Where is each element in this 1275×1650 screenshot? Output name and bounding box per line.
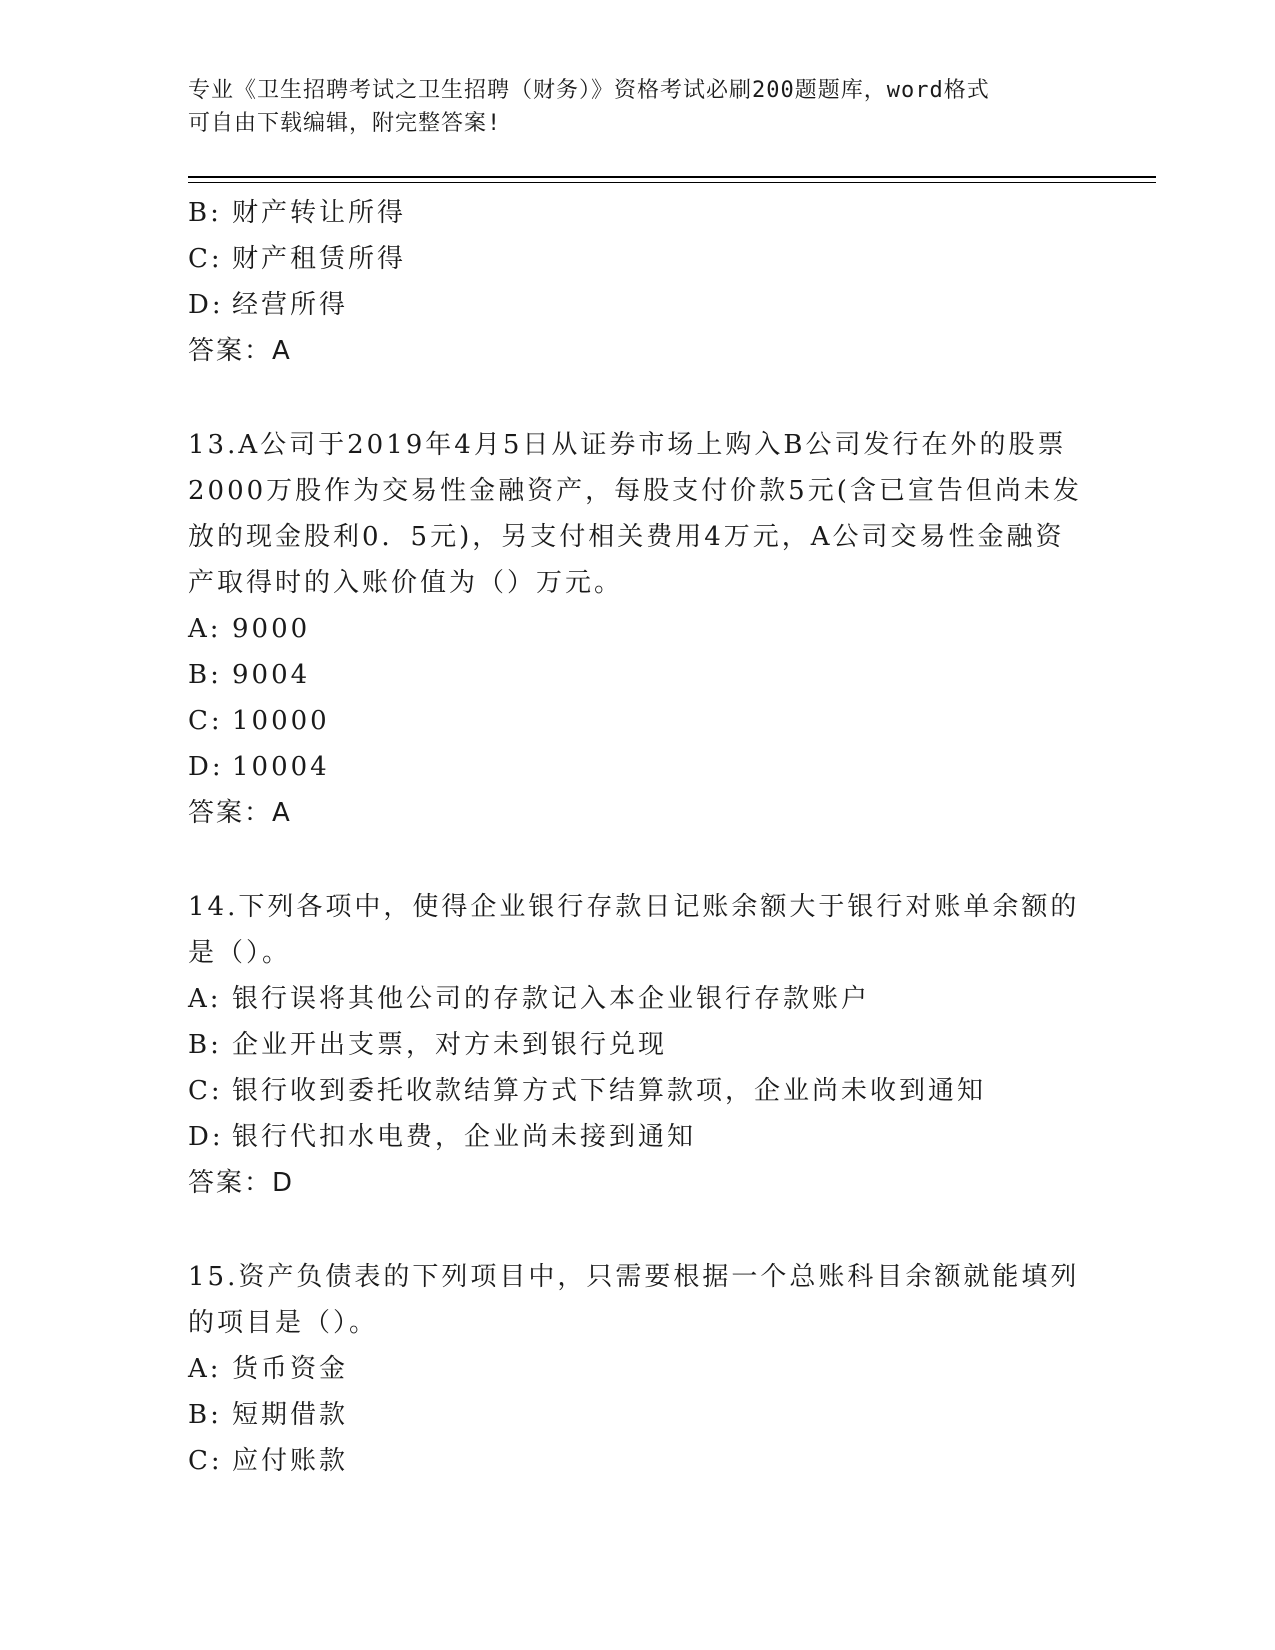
option-text: 9004 — [232, 660, 311, 690]
option-text: 银行代扣水电费，企业尚未接到通知 — [232, 1122, 697, 1152]
option-text: 企业开出支票，对方未到银行兑现 — [232, 1030, 668, 1060]
option-letter: C: — [188, 1446, 223, 1476]
question-text-line: 产取得时的入账价值为（）万元。 — [188, 568, 624, 598]
option-letter: A: — [188, 984, 222, 1014]
option-row — [188, 606, 1088, 652]
question-15-block — [188, 1254, 1088, 1484]
header-line-1: 专业《卫生招聘考试之卫生招聘（财务）》资格考试必刷200题题库，word格式 — [188, 78, 990, 103]
option-row — [188, 698, 1088, 744]
option-row — [188, 236, 1088, 282]
header-rule-thick — [188, 176, 1156, 178]
header-rule-thin — [188, 182, 1156, 183]
option-row — [188, 976, 1088, 1022]
prev-question-block — [188, 190, 1088, 374]
question-text-line: 15.资产负债表的下列项目中，只需要根据一个总账科目余额就能填列 — [188, 1262, 1080, 1292]
option-text: 应付账款 — [232, 1446, 349, 1476]
answer-line: 答案：D — [188, 1168, 295, 1198]
option-letter: C: — [188, 1076, 223, 1106]
option-text: 9000 — [232, 614, 311, 644]
page-header — [188, 74, 1068, 140]
option-row — [188, 1068, 1088, 1114]
option-row — [188, 1392, 1088, 1438]
option-row — [188, 1346, 1088, 1392]
header-line-2: 可自由下载编辑，附完整答案! — [188, 111, 502, 136]
option-row — [188, 1022, 1088, 1068]
answer-line: 答案：A — [188, 798, 292, 828]
option-text: 10000 — [232, 706, 330, 736]
option-text: 短期借款 — [232, 1400, 349, 1430]
option-row — [188, 744, 1088, 790]
option-letter: D: — [188, 290, 224, 320]
option-letter: D: — [188, 1122, 224, 1152]
question-text-line: 13.A公司于2019年4月5日从证券市场上购入B公司发行在外的股票 — [188, 430, 1067, 460]
option-row — [188, 1438, 1088, 1484]
question-text-line: 14.下列各项中，使得企业银行存款日记账余额大于银行对账单余额的 — [188, 892, 1080, 922]
option-text: 货币资金 — [232, 1354, 349, 1384]
option-letter: B: — [188, 1400, 222, 1430]
option-row — [188, 652, 1088, 698]
option-letter: C: — [188, 706, 223, 736]
option-letter: D: — [188, 752, 224, 782]
question-text-line: 是（）。 — [188, 938, 292, 968]
option-text: 财产租赁所得 — [232, 244, 407, 274]
answer-line: 答案：A — [188, 336, 292, 366]
question-text-line: 2000万股作为交易性金融资产，每股支付价款5元(含已宣告但尚未发 — [188, 476, 1082, 506]
option-text: 经营所得 — [232, 290, 349, 320]
option-row — [188, 282, 1088, 328]
option-letter: B: — [188, 1030, 222, 1060]
option-letter: B: — [188, 660, 222, 690]
question-content — [188, 190, 1088, 1484]
option-text: 银行误将其他公司的存款记入本企业银行存款账户 — [232, 984, 871, 1014]
option-letter: A: — [188, 1354, 222, 1384]
option-letter: C: — [188, 244, 223, 274]
question-13-block — [188, 422, 1088, 836]
option-text: 银行收到委托收款结算方式下结算款项，企业尚未收到通知 — [232, 1076, 987, 1106]
option-text: 10004 — [232, 752, 330, 782]
option-letter: A: — [188, 614, 222, 644]
question-text-line: 放的现金股利0．5元)，另支付相关费用4万元，A公司交易性金融资 — [188, 522, 1065, 552]
option-row — [188, 1114, 1088, 1160]
question-text-line: 的项目是（）。 — [188, 1308, 379, 1338]
option-letter: B: — [188, 198, 222, 228]
option-text: 财产转让所得 — [232, 198, 407, 228]
option-row — [188, 190, 1088, 236]
question-14-block — [188, 884, 1088, 1206]
